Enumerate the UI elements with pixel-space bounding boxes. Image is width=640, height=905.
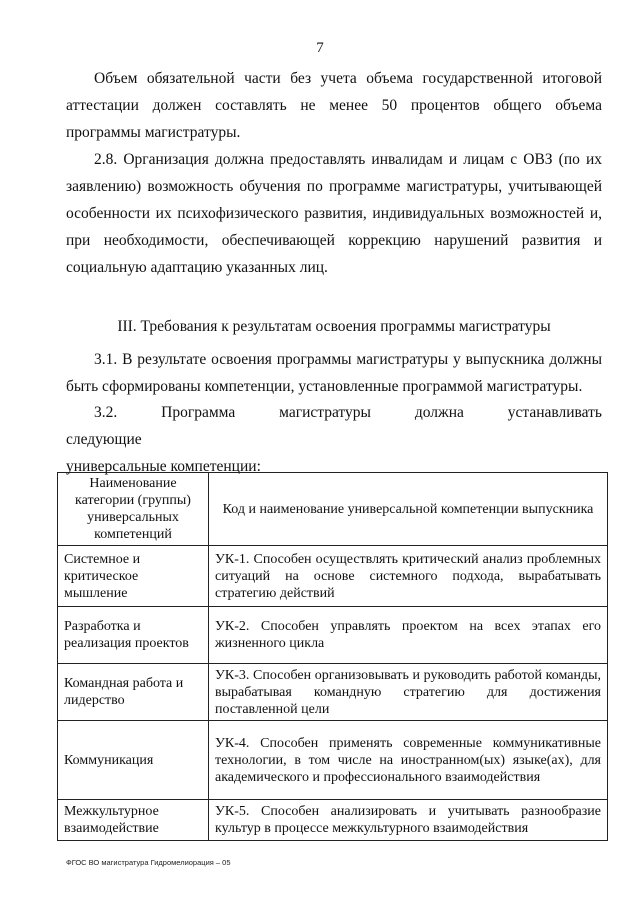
table-row xyxy=(58,800,608,841)
competence-cell: УК-5. Способен анализировать и учитывать разнообразие культур в процессе межкультурного взаимодействия xyxy=(209,800,608,841)
paragraph-3-1: 3.1. В результате освоения программы магистратуры у выпускника должны быть сформированы компетенции, установленные программой магистратуры. xyxy=(66,351,602,395)
table-row xyxy=(58,664,608,721)
header-category: Наименование категории (группы) универсальных компетенций xyxy=(58,473,209,546)
category-cell: Системное и критическое мышление xyxy=(58,546,209,607)
page-number: 7 xyxy=(316,40,324,56)
category-cell: Коммуникация xyxy=(58,721,209,800)
section-heading: III. Требования к результатам освоения программы магистратуры xyxy=(117,318,551,335)
paragraph-2-8: 2.8. Организация должна предоставлять инвалидам и лицам с ОВЗ (по их заявлению) возможность обучения по программе магистратуры, учитывающей особенности их психофизического развития, индивидуальных возможностей и, при необходимости, обеспечивающей коррекцию нарушений развития и социальную адаптацию указанных лиц. xyxy=(66,151,602,276)
document-footer: ФГОС ВО магистратура Гидромелиорация – 05 xyxy=(66,858,231,867)
category-cell: Разработка и реализация проектов xyxy=(58,607,209,664)
paragraph-3-2 xyxy=(66,399,602,480)
table-header-row xyxy=(58,473,608,546)
paragraph-mandatory-part: Объем обязательной части без учета объема государственной итоговой аттестации должен составлять не менее 50 процентов общего объема программы магистратуры. xyxy=(66,70,602,141)
table-row xyxy=(58,721,608,800)
paragraph-3-2-rest: универсальные компетенции: xyxy=(66,458,261,475)
table-row xyxy=(58,546,608,607)
category-cell: Командная работа и лидерство xyxy=(58,664,209,721)
competence-cell: УК-4. Способен применять современные коммуникативные технологии, в том числе на иностранном(ых) языке(ах), для академического и профессионального взаимодействия xyxy=(209,721,608,800)
competencies-table xyxy=(57,472,608,841)
table-row xyxy=(58,607,608,664)
header-competence: Код и наименование универсальной компетенции выпускника xyxy=(209,473,608,546)
competence-cell: УК-3. Способен организовывать и руководить работой команды, вырабатывая командную стратегию для достижения поставленной цели xyxy=(209,664,608,721)
category-cell: Межкультурное взаимодействие xyxy=(58,800,209,841)
paragraph-3-2-first-line: 3.2. Программа магистратуры должна устанавливать следующие xyxy=(66,404,602,448)
competence-cell: УК-1. Способен осуществлять критический анализ проблемных ситуаций на основе системного подхода, вырабатывать стратегию действий xyxy=(209,546,608,607)
competence-cell: УК-2. Способен управлять проектом на всех этапах его жизненного цикла xyxy=(209,607,608,664)
